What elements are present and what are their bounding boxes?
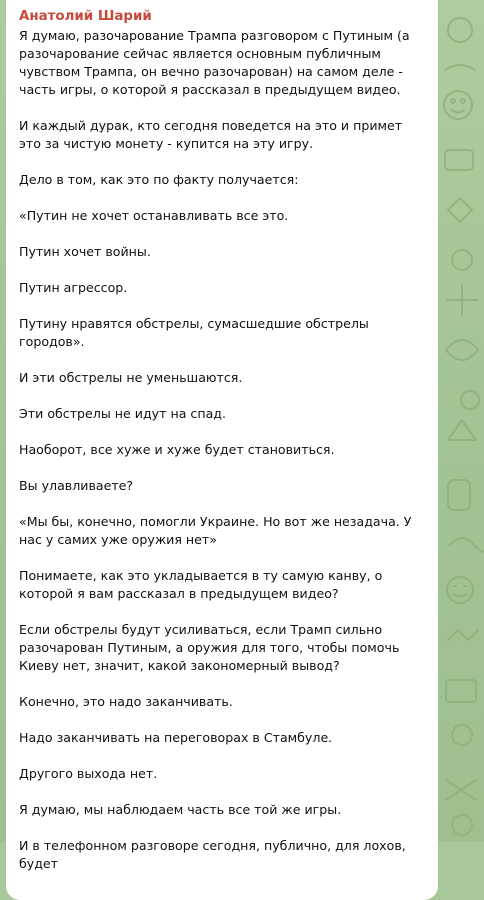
message-paragraph: И эти обстрелы не уменьшаются. xyxy=(19,370,243,385)
message-sender-name[interactable]: Анатолий Шарий xyxy=(19,9,152,24)
message-paragraph: Надо заканчивать на переговорах в Стамбуле. xyxy=(19,730,333,745)
message-paragraph: Конечно, это надо заканчивать. xyxy=(19,694,233,709)
message-paragraph: «Путин не хочет останавливать все это. xyxy=(19,208,289,223)
message-paragraph: Дело в том, как это по факту получается: xyxy=(19,172,299,187)
message-paragraph: Я думаю, разочарование Трампа разговором с Путиным (а разочарование сейчас является основным публичным чувством Трампа, он вечно разочарован) на самом деле - часть игры, о которой я рассказал в предыдущем видео. xyxy=(19,28,410,97)
message-text xyxy=(19,27,428,873)
message-paragraph: И каждый дурак, кто сегодня поведется на это и примет это за чистую монету - купится на эту игру. xyxy=(19,118,403,151)
message-paragraph: Понимаете, как это укладывается в ту самую канву, о которой я вам рассказал в предыдущем видео? xyxy=(19,568,383,601)
message-paragraph: Я думаю, мы наблюдаем часть все той же игры. xyxy=(19,802,342,817)
message-paragraph: Вы улавливаете? xyxy=(19,478,134,493)
message-paragraph: «Мы бы, конечно, помогли Украине. Но вот же незадача. У нас у самих уже оружия нет» xyxy=(19,514,412,547)
message-paragraph: Путин агрессор. xyxy=(19,280,128,295)
message-paragraph: Эти обстрелы не идут на спад. xyxy=(19,406,226,421)
message-bubble[interactable] xyxy=(6,0,438,900)
message-paragraph: Наоборот, все хуже и хуже будет становиться. xyxy=(19,442,335,457)
message-paragraph: Другого выхода нет. xyxy=(19,766,158,781)
message-paragraph: И в телефонном разговоре сегодня, публично, для лохов, будет xyxy=(19,838,406,871)
message-paragraph: Путин хочет войны. xyxy=(19,244,151,259)
message-paragraph: Путину нравятся обстрелы, сумасшедшие обстрелы городов». xyxy=(19,316,369,349)
message-paragraph: Если обстрелы будут усиливаться, если Трамп сильно разочарован Путиным, а оружия для того, чтобы помочь Киеву нет, значит, какой закономерный вывод? xyxy=(19,622,400,673)
